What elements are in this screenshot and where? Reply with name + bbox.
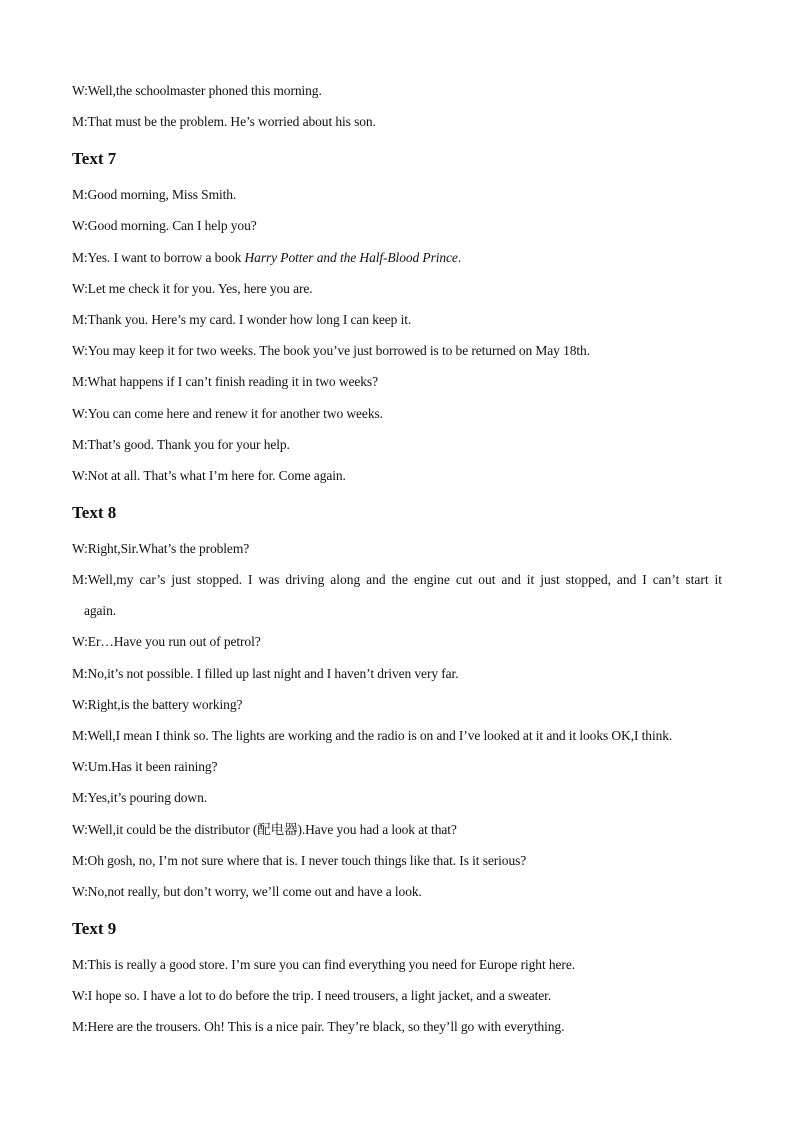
dialogue-line: M:Well,my car’s just stopped. I was driving along and the engine cut out and it just stopped, and I can’t start it [72,572,722,587]
section-heading-text-7: Text 7 [72,149,117,168]
dialogue-line: M:This is really a good store. I’m sure you can find everything you need for Europe right here. [72,957,575,972]
dialogue-line: W:Let me check it for you. Yes, here you are. [72,281,313,296]
section-heading-text-8: Text 8 [72,503,117,522]
dialogue-line: W:Well,it could be the distributor (配电器).Have you had a look at that? [72,822,457,837]
dialogue-line: W:You may keep it for two weeks. The book you’ve just borrowed is to be returned on May 18th. [72,343,590,358]
dialogue-line: W:Um.Has it been raining? [72,759,218,774]
dialogue-line [72,250,461,266]
dialogue-line-continuation: again. [84,603,117,618]
dialogue-line: M:Oh gosh, no, I’m not sure where that is. I never touch things like that. Is it serious? [72,853,527,868]
dialogue-line: W:Good morning. Can I help you? [72,218,257,233]
dialogue-line: M:Yes,it’s pouring down. [72,790,207,805]
dialogue-line: M:What happens if I can’t finish reading it in two weeks? [72,374,378,389]
dialogue-line: M:Thank you. Here’s my card. I wonder how long I can keep it. [72,312,412,327]
dialogue-line: M:Here are the trousers. Oh! This is a nice pair. They’re black, so they’ll go with everything. [72,1019,565,1034]
dialogue-text: M:Yes. I want to borrow a book [72,250,245,265]
dialogue-line: W:Er…Have you run out of petrol? [72,634,261,649]
dialogue-line: W:You can come here and renew it for another two weeks. [72,406,383,421]
dialogue-line: W:Well,the schoolmaster phoned this morning. [72,83,322,98]
section-heading-text-9: Text 9 [72,919,117,938]
dialogue-line: M:That must be the problem. He’s worried about his son. [72,114,376,129]
dialogue-line: W:Not at all. That’s what I’m here for. Come again. [72,468,346,483]
book-title: Harry Potter and the Half-Blood Prince [244,250,458,265]
dialogue-line: M:Well,I mean I think so. The lights are working and the radio is on and I’ve looked at it and it looks OK,I think. [72,728,673,743]
dialogue-line: M:No,it’s not possible. I filled up last night and I haven’t driven very far. [72,666,459,681]
dialogue-line: W:I hope so. I have a lot to do before the trip. I need trousers, a light jacket, and a sweater. [72,988,552,1003]
dialogue-line: W:Right,is the battery working? [72,697,243,712]
dialogue-punctuation: . [457,250,462,265]
dialogue-line: W:No,not really, but don’t worry, we’ll come out and have a look. [72,884,422,899]
dialogue-line: M:That’s good. Thank you for your help. [72,437,290,452]
dialogue-line: M:Good morning, Miss Smith. [72,187,237,202]
dialogue-line: W:Right,Sir.What’s the problem? [72,541,250,556]
